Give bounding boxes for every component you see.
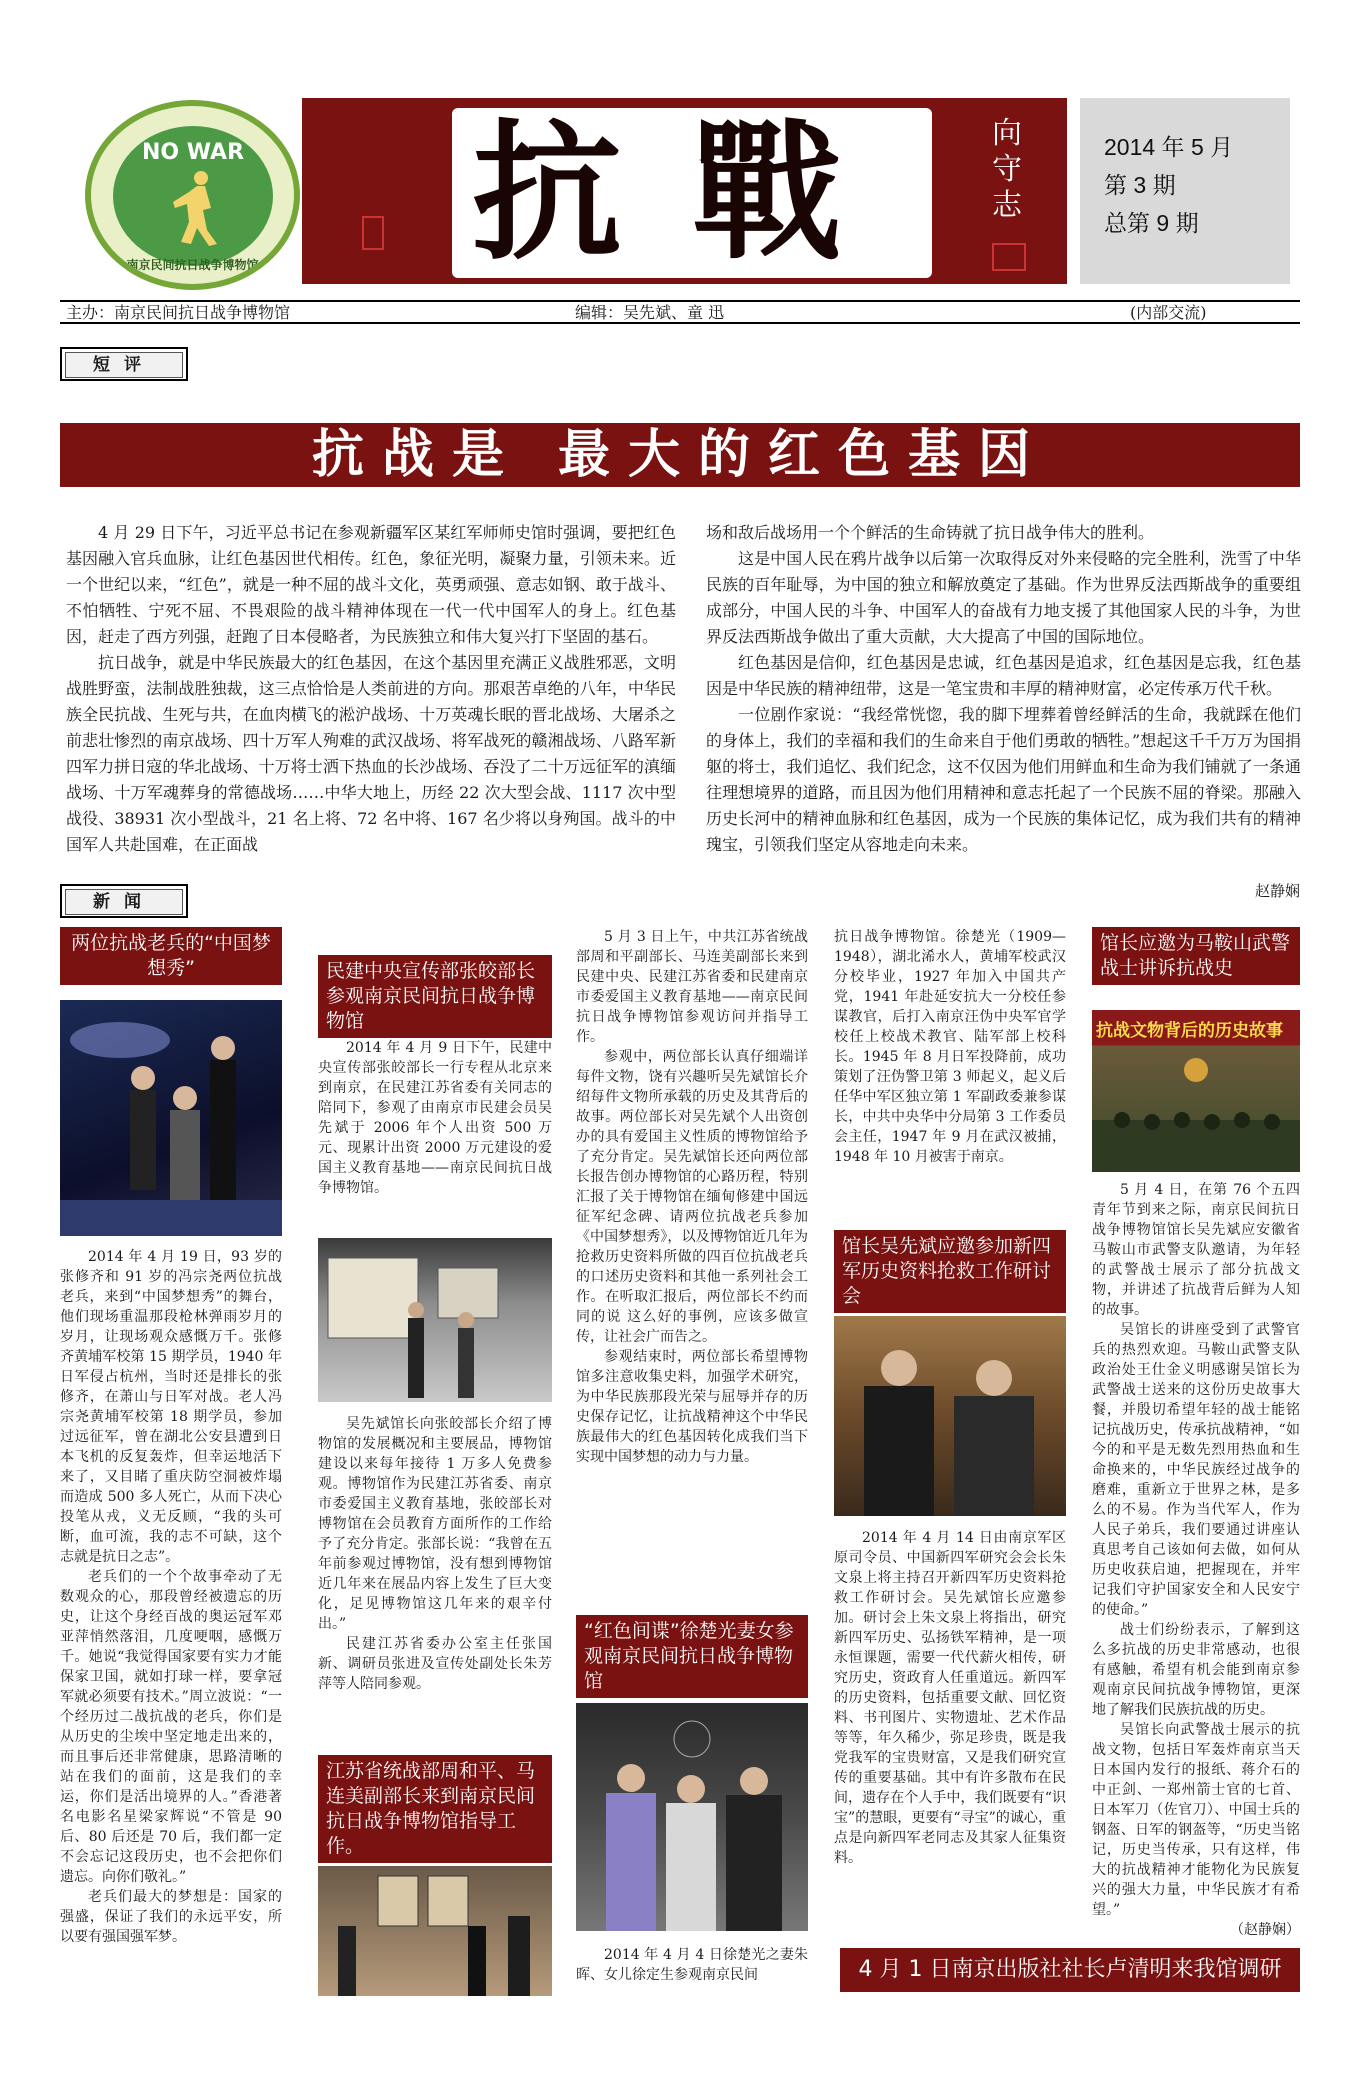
- section-tag-commentary: [60, 347, 188, 381]
- host-bar: [60, 300, 1300, 324]
- lecture-audience-image: [1092, 1010, 1300, 1172]
- commentary-author: 赵静娴: [1254, 882, 1300, 900]
- paragraph: 战士们纷纷表示，了解到这么多抗战的历史非常感动，也很有感触，希望有机会能到南京参观南京民间抗战争博物馆，更深地了解我们民族抗战的历史。: [1092, 1622, 1300, 1718]
- host-text: 主办：南京民间抗日战争博物馆: [66, 303, 291, 322]
- paragraph: 5 月 4 日，在第 76 个五四青年节到来之际，南京民间抗日战争博物馆馆长吴先斌应安徽省马鞍山市武警支队邀请，为年轻的武警战士展示了部分抗战文物，并讲述了抗战背后鲜为人知的故事。: [1092, 1182, 1300, 1318]
- article-body-armed-police: [1092, 1180, 1300, 1940]
- paragraph: 5 月 3 日上午，中共江苏省统战部周和平副部长、马连美副部长来到民建中央、民建江苏省委和民建南京市委爱国主义教育基地——南京民间抗日战争博物馆参观访问并指导工作。: [576, 929, 808, 1045]
- commentary-headline: 抗战是 最大的红色基因: [60, 423, 1300, 487]
- bottom-news-banner: 4 月 1 日南京出版社社长卢清明来我馆调研: [840, 1948, 1300, 1992]
- minjian-visit-photo: [318, 1238, 552, 1402]
- paragraph: 2014 年 4 月 14 日由南京军区原司令员、中国新四军研究会会长朱文泉上将主持召开新四军历史资料抢救工作研讨会。吴先斌馆长应邀参加。研讨会上朱文泉上将指出，研究新四军历史、弘扬铁军精神，是一项永恒课题，需要一代代薪火相传，研究历史，资政育人任重道远。新四军的历史资料，包括重要文献、回忆资料、书刊图片、实物遗址、艺术作品等等，年久稀少，弥足珍贵，既是我党我军的宝贵财富，又是我们研究宣传的重要基础。其中有许多散布在民间，遗存在个人手中，我们既要有“识宝”的慧眼，更要有“寻宝”的诚心，重点是向新四军老同志及其家人征集资料。: [834, 1530, 1066, 1866]
- paragraph: 老兵们的一个个故事牵动了无数观众的心，那段曾经被遗忘的历史，让这个身经百战的奥运冠军邓亚萍悄然落泪，几度哽咽，感慨万千。她说“我觉得国家要有实力才能保家卫国，就如打球一样，要拿冠军就必须要有技术。”周立波说：“一个经历过二战抗战的老兵，你们是从历史的尘埃中坚定地走出来的，而且事后还非常健康，思路清晰的站在我们的面前，这是我们的幸运，你们是活出境界的人。”香港著名电影名星梁家辉说“不管是 90 后、80 后还是 70 后，我们都一定不会忘记这段历史，也不会把你们遗忘。向你们敬礼。”: [60, 1569, 282, 1885]
- museum-hall-image: [318, 1866, 552, 1996]
- paragraph: 场和敌后战场用一个个鲜活的生命铸就了抗日战争伟大的胜利。: [706, 523, 1155, 542]
- paragraph: 抗日战争，就是中华民族最大的红色基因，在这个基因里充满正义战胜邪恶，文明战胜野蛮，法制战胜独裁，这三点恰恰是人类前进的方向。那艰苦卓绝的八年，中华民族全民抗战、生死与共，在血肉横飞的淞沪战场、十万英魂长眠的晋北战场、大屠杀之前悲壮惨烈的南京战场、四十万军人殉难的武汉战场、将军战死的赣湘战场、八路军新四军力拼日寇的华北战场、十万将士洒下热血的长沙战场、吞没了二十万远征军的滇缅战场、十万军魂葬身的常德战场……中华大地上，历经 22 次大型会战、1117 次中型战役、38931 次小型战斗，21 名上将、72 名中将、167 名少将以身殉国。战斗的中国军人共赴国难，在正面战: [66, 653, 676, 854]
- family-portrait-image: [576, 1703, 808, 1931]
- paragraph: 吴馆长向武警战士展示的抗战文物，包括日军轰炸南京当天日本国内发行的报纸、蒋介石的中正剑、一郑州箭士官的七首、日本军刀（佐官刀）、中国士兵的钢盔、日军的钢盔等，“历史当铭记，历史当传承，只有这样，伟大的抗战精神才能物化为民族复兴的强大力量，中华民族才有希望。”: [1092, 1722, 1300, 1918]
- article-title-minjian: 民建中央宣传部张皎部长参观南京民间抗日战争博物馆: [318, 955, 552, 1038]
- paragraph: 抗日战争博物馆。徐楚光（1909—1948），湖北浠水人，黄埔军校武汉分校毕业，1927 年加入中国共产党，1941 年赴延安抗大一分校任参谋教官，后打入南京汪伪中央军官学校任上校战术教官、陆军部上校科长。1945 年 8 月日军投降前，成功策划了汪伪警卫第 3 师起义，起义后任华中军区独立第 1 军副政委兼参谋长，中共中央华中分局第 3 工作委员会主任，1947 年 9 月在武汉被捕，1948 年 10 月被害于南京。: [834, 929, 1066, 1165]
- n4a-seminar-photo: [834, 1316, 1066, 1516]
- section-tag-label: 新闻: [65, 889, 183, 915]
- paragraph: 民建江苏省委办公室主任张国新、调研员张进及宣传处副处长朱芳萍等人陪同参观。: [318, 1636, 552, 1692]
- masthead-banner: [302, 98, 1067, 284]
- article-title-united-front: 江苏省统战部周和平、马连美副部长来到南京民间抗日战争博物馆指导工作。: [318, 1755, 552, 1863]
- seal-stamp-right: [992, 243, 1026, 271]
- seal-stamp-left: [362, 216, 384, 250]
- section-tag-label: 短评: [65, 352, 183, 378]
- armed-police-lecture-photo: [1092, 1010, 1300, 1172]
- article-body-red-spy-2: [834, 927, 1066, 1167]
- paragraph: 这是中国人民在鸦片战争以后第一次取得反对外来侵略的完全胜利，洗雪了中华民族的百年耻辱，为中国的独立和解放奠定了基础。作为世界反法西斯战争的重要组成部分，中国人民的斗争、中国军人的奋战有力地支援了其他国家人民的斗争，为世界反法西斯战争做出了重大贡献，大大提高了中国的国际地位。: [706, 549, 1301, 646]
- article-body-red-spy-1: [576, 1945, 808, 1985]
- article-body-minjian-1: [318, 1038, 552, 1198]
- section-tag-news: [60, 884, 188, 918]
- paragraph: 一位剧作家说：“我经常恍惚，我的脚下埋葬着曾经鲜活的生命，我就踩在他们的身体上，我们的幸福和我们的生命来自于他们勇敢的牺牲。”想起这千千万万为国捐躯的将士，我们追忆、我们纪念，这不仅因为他们用鲜血和生命为我们铺就了一条通往理想境界的道路，而且因为他们用精神和意志托起了一个民族不屈的脊梁。那融入历史长河中的精神血脉和红色基因，成为一个民族的集体记忆，成为我们共有的精神瑰宝，引领我们坚定从容地走向未来。: [706, 705, 1301, 854]
- issue-number: 第 3 期: [1104, 172, 1176, 198]
- editor-text: 编辑：吴先斌、童 迅: [575, 303, 725, 322]
- running-soldier-icon: [167, 170, 227, 246]
- red-spy-family-photo: [576, 1703, 808, 1931]
- issue-total: 总第 9 期: [1104, 210, 1199, 236]
- two-men-portrait-image: [834, 1316, 1066, 1516]
- article-body-united-front: [576, 927, 808, 1467]
- paragraph: 参观结束时，两位部长希望博物馆多注意收集史料，加强学术研究，为中华民族那段光荣与屈辱并存的历史保存记忆，让抗战精神这个中华民族最伟大的红色基因转化成我们当下实现中国梦想的动力与力量。: [576, 1349, 808, 1465]
- paragraph: 吴馆长的讲座受到了武警官兵的热烈欢迎。马鞍山武警支队政治处王仕金义明感谢吴馆长为武警战士送来的这份历史故事大餐，并殷切希望年轻的战士能铭记抗战历史，传承抗战精神，“如今的和平是无数先烈用热血和生命换来的，中华民族经过战争的磨难，重新立于世界之林，是多么的不易。作为当代军人，作为人民子弟兵，我们要通过讲座认真思考自己该如何去做，如何从历史收获启迪，把握现在，并牢记我们守护国家安全和人民安宁的使命。”: [1092, 1322, 1300, 1618]
- article-author: （赵静娴）: [1230, 1922, 1300, 1938]
- paragraph: 吴先斌馆长向张皎部长介绍了博物馆的发展概况和主要展品，博物馆建设以来每年接待 1 万多人免费参观。博物馆作为民建江苏省委、南京市委爱国主义教育基地，张皎部长对博物馆在会员教育方面所作的工作给予了充分肯定。张部长说：“我曾在五年前参观过博物馆，没有想到博物馆近几年来在展品内容上发生了巨大变化，足见博物馆这几年来的艰辛付出。”: [318, 1416, 552, 1632]
- article-title-n4a-seminar: 馆长吴先斌应邀参加新四军历史资料抢救工作研讨会: [834, 1230, 1066, 1313]
- logo-emblem: [113, 126, 273, 266]
- paragraph: 2014 年 4 月 19 日，93 岁的张修齐和 91 岁的冯宗尧两位抗战老兵，来到“中国梦想秀”的舞台，他们现场重温那段枪林弹雨岁月的岁月，让现场观众感慨万千。张修齐黄埔军校第 15 期学员，1940 年日军侵占杭州，当时还是排长的张修齐，在萧山与日军对战。老人冯宗尧黄埔军校第 18 期学员，参加过远征军，曾在湖北公安县遭到日本飞机的反复轰炸，但幸运地活下来了，又目睹了重庆防空洞被炸塌而造成 500 多人死亡，从而下决心投笔从戎，义无反顾，“我的头可断，血可流，我的志不可缺，这个志就是抗日之志”。: [60, 1249, 282, 1565]
- article-title-armed-police: 馆长应邀为马鞍山武警战士讲诉抗战史: [1092, 927, 1300, 985]
- article-title-veterans: 两位抗战老兵的“中国梦想秀”: [60, 927, 282, 985]
- paragraph: 4 月 29 日下午，习近平总书记在参观新疆军区某红军师师史馆时强调，要把红色基因融入官兵血脉，让红色基因世代相传。红色，象征光明，凝聚力量，引领未来。近一个世纪以来，“红色”，就是一种不屈的战斗文化，英勇顽强、意志如钢、敢于战斗、不怕牺牲、宁死不屈、不畏艰险的战斗精神体现在一代一代中国军人的身上。红色基因，赶走了西方列强，赶跑了日本侵略者，为民族独立和伟大复兴打下坚固的基石。: [66, 523, 676, 646]
- paragraph: 老兵们最大的梦想是：国家的强盛，保证了我们的永远平安，所以要有强国强军梦。: [60, 1889, 282, 1945]
- article-body-minjian-2: [318, 1414, 552, 1694]
- united-front-visit-photo: [318, 1866, 552, 1996]
- lecture-banner-text: 抗战文物背后的历史故事: [1096, 1021, 1283, 1041]
- paragraph: 参观中，两位部长认真仔细端详每件文物，饶有兴趣听吴先斌馆长介绍每件文物所承载的历史及其背后的故事。两位部长对吴先斌个人出资创办的具有爱国主义性质的博物馆给予了充分肯定。吴先斌馆长还向两位部长报告创办博物馆的心路历程，特别汇报了关于博物馆在缅甸修建中国远征军纪念碑、请两位抗战老兵参加《中国梦想秀》，以及博物馆近几年为抢救历史资料所做的四百位抗战老兵的口述历史资料和其他一系列社会工作。在听取汇报后，两位部长不约而同的说 这么好的事例，应该多做宣传，让社会广而告之。: [576, 1049, 808, 1345]
- logo-no-war-text: NO WAR: [141, 140, 245, 165]
- museum-logo: [85, 100, 300, 290]
- commentary-col-2: [706, 520, 1301, 858]
- article-body-veterans: [60, 1247, 282, 1947]
- calligraphy-signature: 向守志: [992, 116, 1022, 223]
- issue-info-box: [1080, 98, 1290, 284]
- veterans-stage-photo: [60, 1000, 282, 1236]
- exhibition-visit-image: [318, 1238, 552, 1402]
- article-title-red-spy: “红色间谍”徐楚光妻女参观南京民间抗日战争博物馆: [576, 1615, 808, 1698]
- article-body-n4a-seminar: [834, 1528, 1066, 1868]
- commentary-col-1: [66, 520, 676, 858]
- stage-figures-image: [60, 1000, 282, 1236]
- logo-ring-text: 南京民间抗日战争博物馆: [126, 258, 259, 272]
- newspaper-title: 抗戰: [452, 108, 932, 278]
- issue-date: 2014 年 5 月: [1104, 134, 1234, 160]
- paragraph: 2014 年 4 月 9 日下午，民建中央宣传部张皎部长一行专程从北京来到南京，在民建江苏省委有关同志的陪同下，参观了由南京市民建会员吴先斌于 2006 年个人出资 500 万元、现累计出资 2000 万元建设的爱国主义教育基地——南京民间抗日战争博物馆。: [318, 1040, 552, 1196]
- paragraph: 红色基因是信仰，红色基因是忠诚，红色基因是追求，红色基因是忘我，红色基因是中华民族的精神纽带，这是一笔宝贵和丰厚的精神财富，必定传承万代千秋。: [706, 653, 1301, 698]
- paragraph: 2014 年 4 月 4 日徐楚光之妻朱晖、女儿徐定生参观南京民间: [576, 1947, 808, 1983]
- circulation-note: (内部交流): [1130, 303, 1207, 322]
